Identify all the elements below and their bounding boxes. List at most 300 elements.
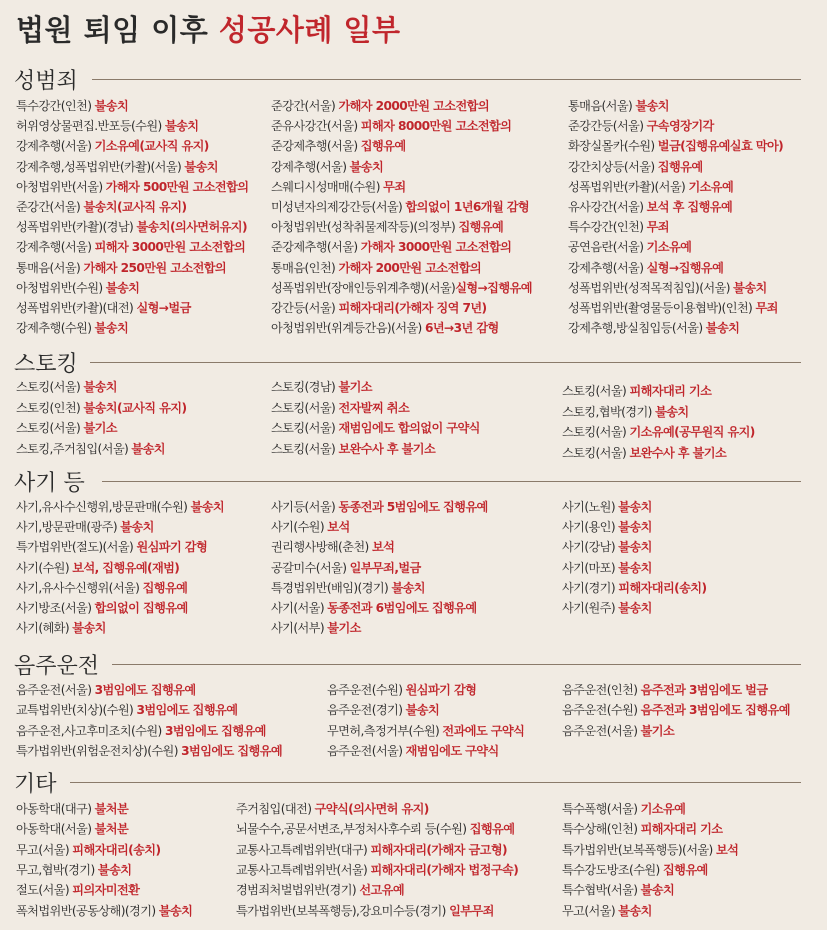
case-charge: 강간치상등(서울) [568, 159, 658, 174]
case-charge: 아청법위반(성착취물제작등)(의정부) [271, 220, 459, 235]
section-heading: 스토킹 [14, 352, 78, 377]
case-result: 불송치 [640, 883, 675, 898]
case-item [271, 179, 406, 195]
case-result: 기소유예 [688, 179, 734, 194]
case-item [271, 138, 406, 154]
section-heading: 성범죄 [14, 69, 78, 94]
case-result: 3범임에도 집행유예 [136, 703, 238, 718]
case-result: 음주전과 3범임에도 집행유예 [640, 703, 790, 718]
case-item [271, 600, 477, 616]
case-result: 3범임에도 집행유예 [94, 683, 196, 697]
case-charge: 사기(혜화) [16, 621, 73, 636]
case-result: 재범임에도 구약식 [405, 743, 499, 758]
case-result: 보석 후 집행유예 [646, 200, 733, 214]
case-result: 피해자대리(가해자 법정구속) [370, 862, 519, 877]
case-result: 피해자 3000만원 고소전합의 [94, 240, 246, 255]
case-result: 재범임에도 합의없이 구약식 [338, 421, 480, 435]
case-item [562, 519, 652, 535]
case-charge: 사기(서부) [271, 621, 328, 636]
case-item [16, 98, 128, 114]
case-item [271, 620, 361, 636]
case-result: 불송치(교사직 유지) [83, 400, 187, 415]
case-charge: 뇌물수수,공문서변조,부정처사후수뢰 등(수원) [236, 822, 470, 837]
case-result: 무죄 [646, 220, 669, 235]
case-result: 불송치 [164, 119, 199, 134]
case-result: 불송치 [405, 703, 440, 718]
case-item [562, 424, 755, 440]
case-charge: 특수협박(서울) [562, 883, 641, 898]
case-item [271, 519, 350, 535]
case-result: 동종전과 6범임에도 집행유예 [327, 601, 477, 615]
case-result: 불송치 [618, 903, 652, 918]
case-item [236, 882, 404, 898]
case-result: 무죄 [755, 301, 778, 315]
case-charge: 강제추행(수원) [16, 321, 95, 336]
section-divider [92, 79, 801, 80]
case-charge: 성폭법위반(장애인등위계추행)(서울) [271, 280, 456, 295]
case-item [236, 801, 429, 817]
case-result: 불송치(의사면허유지) [136, 220, 247, 235]
case-charge: 강제추행,성폭법위반(카촬)(서울) [16, 159, 185, 174]
case-charge: 아청법위반(위계등간음)(서울) [271, 321, 425, 336]
case-item [562, 882, 674, 898]
case-item [568, 199, 732, 215]
case-result: 불송치 [158, 903, 193, 918]
case-result: 불송치 [94, 321, 129, 336]
case-charge: 권리행사방해(춘천) [271, 540, 372, 555]
case-item [16, 743, 282, 759]
case-result: 불송치 [190, 500, 225, 514]
case-item [271, 280, 532, 296]
case-item [568, 98, 669, 114]
case-result: 동종전과 5범임에도 집행유예 [338, 500, 488, 514]
case-result: 불기소 [83, 421, 117, 435]
case-charge: 음주운전(수원) [562, 703, 641, 718]
case-item [271, 159, 383, 175]
case-charge: 미성년자의제강간등(서울) [271, 200, 406, 214]
case-result: 보석 [327, 520, 350, 535]
case-charge: 사기,유사수신행위,방문판매(수원) [16, 500, 191, 514]
case-item [271, 560, 421, 576]
case-result: 벌금(집행유예실효 막아) [657, 139, 784, 154]
case-result: 피의자미전환 [72, 883, 140, 898]
case-item [16, 300, 191, 316]
case-charge: 스토킹(경남) [271, 380, 339, 394]
case-charge: 성폭법위반(성적목적침입)(서울) [568, 280, 734, 295]
case-charge: 특수강도방조(수원) [562, 862, 663, 877]
case-item [562, 580, 706, 596]
case-charge: 스토킹(서울) [562, 384, 630, 398]
section-heading: 사기 등 [14, 471, 85, 496]
case-charge: 강제추행(서울) [271, 159, 350, 174]
case-charge: 사기등(서울) [271, 500, 339, 514]
case-charge: 강제추행,방실침입등(서울) [568, 321, 706, 336]
case-item [271, 98, 489, 114]
case-result: 불송치 [705, 321, 740, 336]
case-charge: 무면허,측정거부(수원) [327, 723, 443, 738]
case-result: 불송치 [618, 601, 652, 615]
case-charge: 통매음(서울) [16, 260, 84, 275]
case-result: 6년→3년 감형 [424, 321, 499, 336]
case-result: 불송치 [97, 862, 132, 877]
case-charge: 스토킹,협박(경기) [562, 404, 656, 419]
case-item [562, 383, 711, 399]
case-result: 집행유예 [662, 862, 708, 877]
case-charge: 아동학대(대구) [16, 802, 95, 816]
case-charge: 폭처법위반(공동상해)(경기) [16, 903, 159, 918]
case-result: 피해자대리 기소 [629, 384, 712, 398]
case-result: 구속영장기각 [646, 119, 714, 134]
case-charge: 강간등(서울) [271, 301, 339, 315]
case-item [16, 400, 186, 416]
section-heading: 음주운전 [14, 654, 100, 679]
case-charge: 스토킹(서울) [16, 380, 84, 394]
case-result: 집행유예 [360, 139, 406, 154]
case-item [16, 219, 247, 235]
case-result: 기소유예(공무원직 유지) [629, 425, 755, 439]
case-item [236, 903, 494, 919]
case-charge: 경범죄처벌법위반(경기) [236, 883, 360, 898]
case-item [16, 862, 131, 878]
case-result: 기소유예 [646, 240, 692, 255]
case-charge: 특수강간(인천) [568, 220, 647, 235]
section-divider [112, 664, 801, 665]
case-charge: 통매음(인천) [271, 260, 339, 275]
case-item [236, 821, 514, 837]
case-charge: 절도(서울) [16, 883, 73, 898]
case-result: 3범임에도 집행유예 [164, 723, 266, 738]
case-item [562, 862, 708, 878]
case-item [562, 723, 674, 739]
case-result: 실형→집행유예 [455, 280, 532, 295]
case-item [16, 842, 160, 858]
case-result: 피해자대리(가해자 징역 7년) [338, 301, 487, 315]
case-item [16, 821, 128, 837]
case-result: 3범임에도 집행유예 [181, 743, 283, 758]
case-result: 기소유예(교사직 유지) [94, 139, 209, 154]
section-divider [70, 782, 801, 783]
case-charge: 무고(서울) [562, 903, 619, 918]
case-item [562, 842, 738, 858]
case-item [271, 260, 481, 276]
case-item [16, 702, 237, 718]
case-result: 집행유예 [142, 580, 188, 595]
section-divider [102, 481, 801, 482]
case-charge: 아동학대(서울) [16, 822, 95, 837]
case-charge: 공갈미수(서울) [271, 560, 350, 575]
case-item [271, 118, 511, 134]
case-item [562, 801, 685, 817]
case-charge: 스토킹(서울) [271, 400, 339, 415]
case-result: 불기소 [327, 621, 361, 636]
case-item [16, 260, 226, 276]
case-result: 기소유예 [640, 802, 686, 816]
case-result: 합의없이 집행유예 [94, 601, 188, 615]
case-result: 보석 [371, 540, 395, 555]
case-charge: 음주운전(서울) [327, 743, 406, 758]
case-item [562, 821, 722, 837]
case-item [562, 600, 652, 616]
case-item [568, 320, 739, 336]
case-result: 불처분 [94, 822, 129, 837]
case-result: 실형→벌금 [136, 301, 191, 315]
case-result: 불송치 [618, 560, 652, 575]
case-result: 보석 [715, 842, 739, 857]
case-item [271, 320, 499, 336]
case-item [271, 441, 435, 457]
case-item [16, 138, 209, 154]
case-item [16, 179, 248, 195]
case-charge: 스토킹(서울) [562, 445, 630, 460]
case-item [271, 300, 486, 316]
case-result: 일부무죄 [449, 903, 494, 918]
case-item [562, 445, 726, 461]
case-item [236, 862, 518, 878]
case-item [327, 723, 524, 739]
case-item [562, 499, 652, 515]
case-item [271, 400, 409, 416]
case-result: 불송치 [618, 520, 652, 535]
case-item [16, 320, 128, 336]
case-item [568, 280, 767, 296]
case-charge: 스토킹(서울) [562, 425, 630, 439]
case-result: 음주전과 3범임에도 벌금 [640, 683, 768, 697]
case-result: 실형→집행유예 [646, 260, 724, 275]
case-item [568, 179, 733, 195]
case-item [16, 118, 198, 134]
case-result: 불송치 [349, 159, 384, 174]
case-result: 선고유예 [359, 883, 405, 898]
case-result: 불송치 [94, 99, 129, 113]
case-charge: 사기(수원) [16, 560, 73, 575]
case-item [16, 600, 188, 616]
case-result: 집행유예 [458, 220, 504, 235]
case-charge: 사기,유사수신행위(서울) [16, 580, 143, 595]
case-charge: 사기(노원) [562, 500, 619, 514]
case-result: 불송치 [83, 380, 117, 394]
case-item [16, 682, 196, 698]
case-result: 불송치 [184, 159, 218, 174]
page-title [16, 8, 401, 49]
case-item [562, 404, 689, 420]
case-charge: 준강간(서울) [271, 99, 339, 113]
case-charge: 특가법위반(위험운전치상)(수원) [16, 743, 182, 758]
case-charge: 강제추행(서울) [16, 240, 95, 255]
case-charge: 스토킹(서울) [16, 421, 84, 435]
case-charge: 사기(원주) [562, 601, 619, 615]
case-item [16, 379, 117, 395]
case-item [16, 723, 266, 739]
case-charge: 무고(서울) [16, 842, 73, 857]
case-result: 가해자 500만원 고소전합의 [105, 179, 249, 194]
case-result: 불기소 [640, 723, 675, 738]
case-charge: 사기,방문판매(광주) [16, 520, 121, 535]
case-charge: 특수상해(인천) [562, 822, 641, 837]
case-result: 불송치 [733, 280, 767, 295]
case-item [16, 519, 154, 535]
case-item [568, 239, 691, 255]
case-item [271, 219, 503, 235]
case-result: 보완수사 후 불기소 [629, 445, 727, 460]
case-item [562, 682, 768, 698]
case-result: 불송치 [655, 404, 689, 419]
case-charge: 강제추행(서울) [16, 139, 95, 154]
case-result: 피해자 8000만원 고소전합의 [360, 119, 512, 134]
case-charge: 허위영상물편집.반포등(수원) [16, 119, 165, 134]
case-charge: 음주운전(수원) [327, 683, 406, 697]
case-item [16, 560, 179, 576]
case-result: 원심파기 감형 [405, 683, 477, 697]
case-charge: 음주운전(인천) [562, 683, 641, 697]
case-item [568, 138, 783, 154]
title-lead: 법원 퇴임 이후 [16, 13, 219, 47]
case-charge: 통매음(서울) [568, 99, 636, 113]
case-charge: 성폭법위반(카촬)(서울) [568, 179, 689, 194]
case-item [568, 219, 669, 235]
case-charge: 스웨디시성매매(수원) [271, 179, 384, 194]
case-item [16, 539, 207, 555]
case-result: 보석, 집행유예(재범) [72, 560, 180, 575]
case-item [562, 560, 652, 576]
case-result: 불송치 [72, 621, 106, 636]
case-charge: 특가법위반(절도)(서울) [16, 540, 137, 555]
case-result: 불송치 [391, 580, 425, 595]
case-charge: 사기(마포) [562, 560, 619, 575]
case-item [562, 539, 652, 555]
case-item [271, 539, 394, 555]
case-result: 불송치 [105, 280, 140, 295]
case-result: 원심파기 감형 [136, 540, 208, 555]
case-result: 가해자 2000만원 고소전합의 [338, 99, 489, 113]
case-result: 불송치 [131, 441, 165, 456]
case-charge: 무고,협박(경기) [16, 862, 98, 877]
case-charge: 특수폭행(서울) [562, 802, 641, 816]
case-charge: 교특법위반(치상)(수원) [16, 703, 137, 718]
case-result: 가해자 3000만원 고소전합의 [360, 240, 512, 255]
case-item [562, 702, 790, 718]
case-result: 피해자대리 기소 [640, 822, 723, 837]
case-charge: 특경법위반(배임)(경기) [271, 580, 392, 595]
case-result: 피해자대리(가해자 금고형) [370, 842, 507, 857]
case-item [271, 239, 511, 255]
case-charge: 성폭법위반(카촬)(대전) [16, 301, 137, 315]
case-result: 보완수사 후 불기소 [338, 441, 436, 456]
case-result: 집행유예 [469, 822, 515, 837]
case-result: 전자발찌 취소 [338, 400, 410, 415]
case-item [327, 702, 439, 718]
case-result: 불기소 [338, 380, 372, 394]
case-charge: 아청법위반(서울) [16, 179, 106, 194]
case-charge: 스토킹(서울) [271, 421, 339, 435]
case-item [271, 379, 372, 395]
case-charge: 아청법위반(수원) [16, 280, 106, 295]
case-charge: 성폭법위반(카촬)(경남) [16, 220, 137, 235]
case-item [568, 260, 723, 276]
case-result: 전과에도 구약식 [442, 723, 525, 738]
case-item [16, 441, 165, 457]
case-item [16, 499, 224, 515]
case-result: 집행유예 [657, 159, 703, 174]
case-item [16, 801, 128, 817]
case-result: 일부무죄,벌금 [349, 560, 421, 575]
case-charge: 사기(강남) [562, 540, 619, 555]
case-item [16, 420, 117, 436]
case-charge: 음주운전(서울) [16, 683, 95, 697]
case-charge: 스토킹(서울) [271, 441, 339, 456]
case-item [16, 199, 186, 215]
case-item [271, 499, 488, 515]
case-charge: 음주운전(경기) [327, 703, 406, 718]
case-result: 불송치 [618, 540, 652, 555]
case-charge: 음주운전(서울) [562, 723, 641, 738]
case-charge: 공연음란(서울) [568, 240, 647, 255]
case-charge: 특수강간(인천) [16, 99, 95, 113]
case-item [16, 882, 139, 898]
case-item [236, 842, 507, 858]
case-item [568, 159, 703, 175]
case-item [271, 420, 480, 436]
case-charge: 스토킹(인천) [16, 400, 84, 415]
case-item [568, 300, 778, 316]
case-charge: 특가법위반(보복폭행등),강요미수등(경기) [236, 903, 450, 918]
case-charge: 사기(수원) [271, 520, 328, 535]
case-result: 불처분 [94, 802, 129, 816]
case-result: 불송치(교사직 유지) [83, 200, 187, 214]
case-charge: 강제추행(서울) [568, 260, 647, 275]
case-result: 구약식(의사면허 유지) [314, 802, 429, 816]
case-charge: 준유사강간(서울) [271, 119, 361, 134]
case-charge: 교통사고특례법위반(대구) [236, 842, 371, 857]
section-heading: 기타 [14, 772, 57, 797]
case-charge: 음주운전,사고후미조치(수원) [16, 723, 165, 738]
case-item [16, 159, 218, 175]
case-item [327, 743, 499, 759]
case-charge: 성폭법위반(촬영물등이용협박)(인천) [568, 301, 756, 315]
case-charge: 교통사고특례법위반(서울) [236, 862, 371, 877]
case-charge: 화장실몰카(수원) [568, 139, 658, 154]
case-item [271, 199, 529, 215]
case-charge: 특가법위반(보복폭행등)(서울) [562, 842, 716, 857]
case-result: 합의없이 1년6개월 감형 [405, 200, 530, 214]
case-item [271, 580, 425, 596]
case-charge: 준강제추행(서울) [271, 240, 361, 255]
case-item [16, 280, 139, 296]
case-item [16, 903, 192, 919]
case-item [568, 118, 714, 134]
title-accent: 성공사례 일부 [218, 13, 401, 47]
case-item [16, 620, 106, 636]
case-charge: 준강제추행(서울) [271, 139, 361, 154]
section-divider [90, 362, 801, 363]
case-charge: 사기(용인) [562, 520, 619, 535]
case-result: 가해자 250만원 고소전합의 [83, 260, 227, 275]
case-charge: 사기방조(서울) [16, 601, 95, 615]
case-charge: 유사강간(서울) [568, 200, 647, 214]
case-result: 무죄 [383, 179, 406, 194]
case-charge: 사기(서울) [271, 601, 328, 615]
case-item [16, 580, 187, 596]
case-charge: 주거침입(대전) [236, 802, 315, 816]
case-result: 불송치 [635, 99, 669, 113]
case-charge: 스토킹,주거침입(서울) [16, 441, 132, 456]
case-item [562, 903, 652, 919]
case-charge: 준강간(서울) [16, 200, 84, 214]
case-result: 피해자대리(송치) [618, 580, 707, 595]
case-charge: 준강간등(서울) [568, 119, 647, 134]
case-charge: 사기(경기) [562, 580, 619, 595]
case-result: 불송치 [120, 520, 154, 535]
case-result: 가해자 200만원 고소전합의 [338, 260, 482, 275]
